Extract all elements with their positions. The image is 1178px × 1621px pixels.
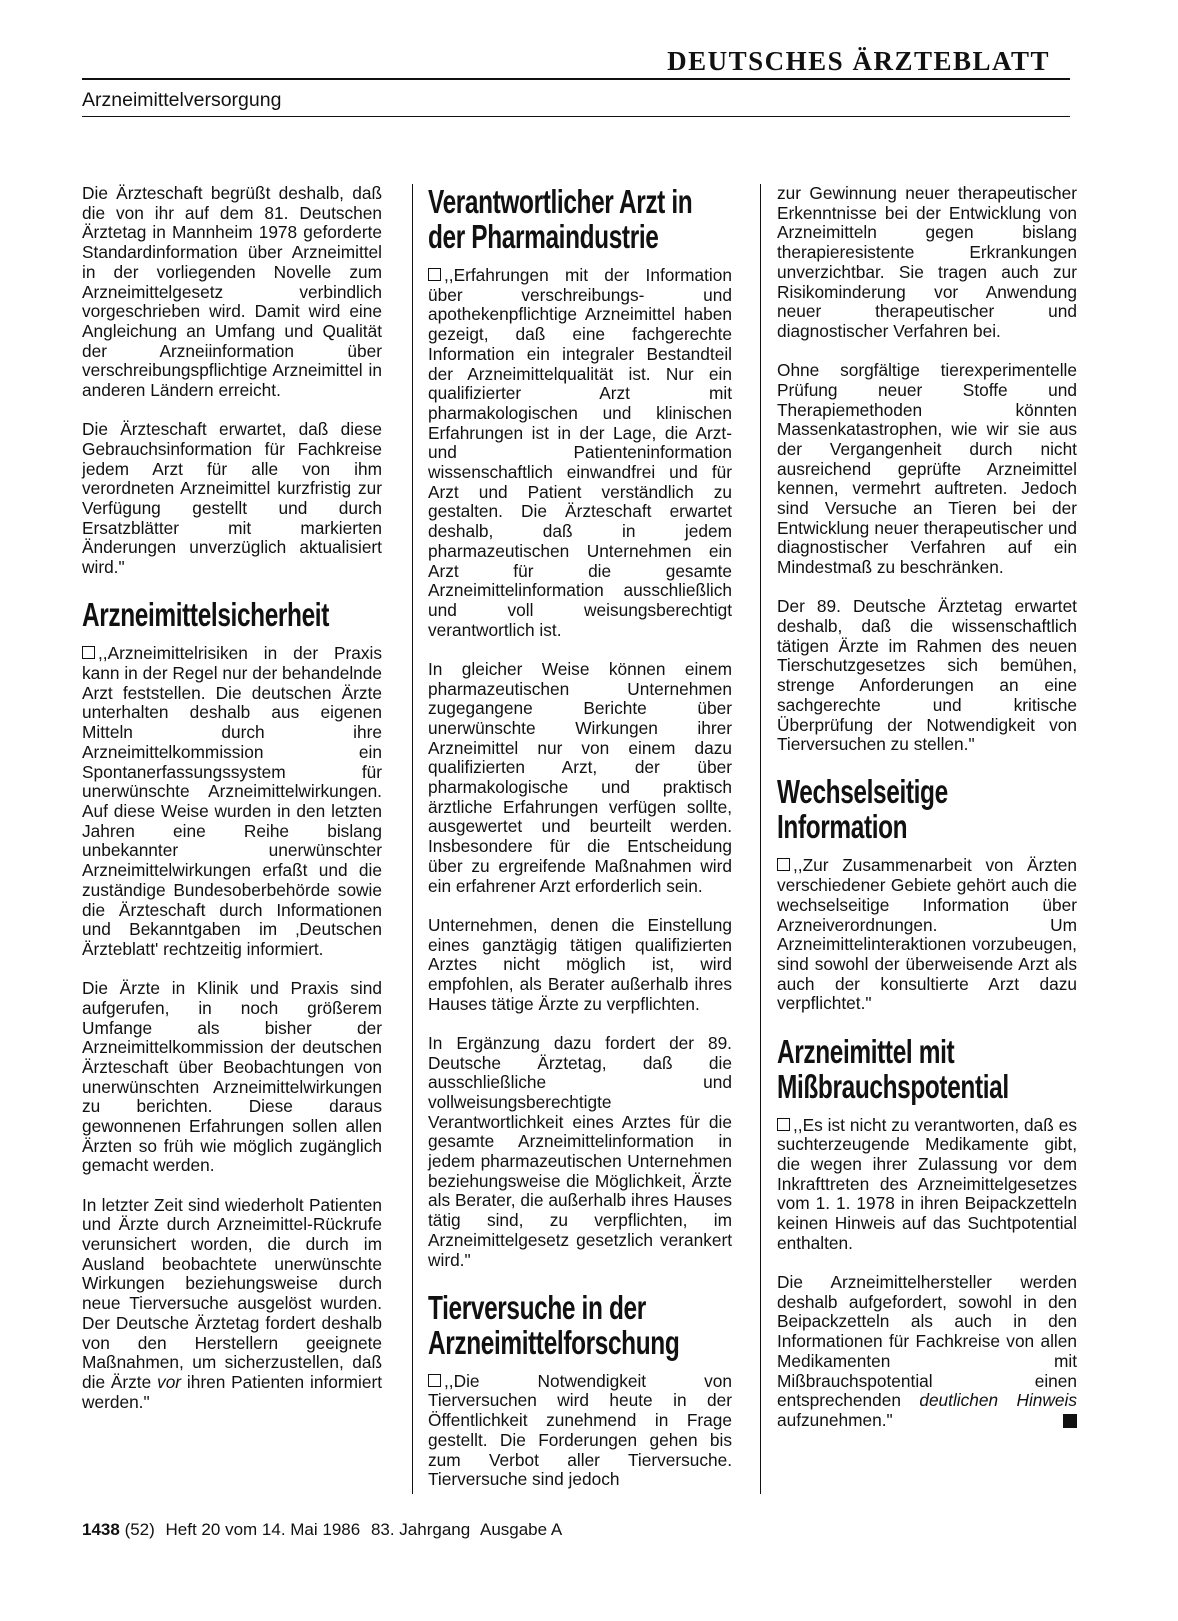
paragraph: ,,Arzneimittelrisiken in der Praxis kann in der Regel nur der behandelnde Arzt feststellen. Die deutschen Ärzte unterhalten deshalb aus eigenen Mitteln durch ihre Arzneimittelkommission ein Spontanerfassungssystem für unerwünschte Arzneimittelwirkungen. Auf diese Weise wurden in den letzten Jahren eine Reihe bislang unbekannter unerwünschter Arzneimittelwirkungen erfaßt und die zuständige Bundesoberbehörde sowie die Ärzteschaft durch Informationen und Bekanntgaben im ‚Deutschen Ärzteblatt' rechtzeitig informiert. — [82, 643, 382, 959]
box-bullet-icon — [82, 646, 95, 659]
heading-verantwortlicher-arzt: Verantwortlicher Arzt in der Pharmaindustrie — [428, 183, 693, 255]
paragraph: ,,Erfahrungen mit der Information über verschreibungs- und apothekenpflichtige Arzneimittel haben gezeigt, daß eine fachgerechte Information ein integraler Bestandteil der Arzneimittelqualität ist. Nur ein qualifizierter Arzt mit pharmakologischen und klinischen Erfahrungen ist in der Lage, die Arzt- und Patienteninformation wissenschaftlich einwandfrei und für Arzt und Patient verständlich zu gestalten. Die Ärzteschaft erwartet deshalb, daß in jedem pharmazeutischen Unternehmen ein Arzt für die gesamte Arzneimittelinformation ausschließlich und voll weisungsberechtigt verantwortlich ist. — [428, 265, 732, 640]
paragraph: Die Ärzte in Klinik und Praxis sind aufgerufen, in noch größerem Umfange als bisher der Arzneimittelkommission der deutschen Ärzteschaft über Beobachtungen von unerwünschten Arzneimittelwirkungen zu berichten. Diese daraus gewonnenen Erfahrungen sollen allen Ärzten so früh wie möglich zugänglich gemacht werden. — [82, 978, 382, 1176]
paragraph: Die Arzneimittelhersteller werden deshalb aufgefordert, sowohl in den Beipackzetteln als auch in den Informationen für Fachkreise von allen Medikamenten mit Mißbrauchspotential einen entsprechenden deutlichen Hinweis aufzunehmen." — [777, 1272, 1077, 1430]
box-bullet-icon — [777, 1118, 790, 1131]
box-bullet-icon — [428, 268, 441, 281]
box-bullet-icon — [428, 1374, 441, 1387]
paragraph: ,,Es ist nicht zu verantworten, daß es suchterzeugende Medikamente gibt, die wegen ihrer Zulassung vor dem Inkrafttreten des Arzneimittelgesetzes vom 1. 1. 1978 in ihren Beipackzetteln keinen Hinweis auf das Suchtpotential enthalten. — [777, 1114, 1077, 1253]
end-mark-icon — [1063, 1414, 1077, 1428]
paragraph: Unternehmen, denen die Einstellung eines ganztägig tätigen qualifizierten Arztes nicht möglich ist, wird empfohlen, als Berater außerhalb ihres Hauses tätige Ärzte zu verpflichten. — [428, 914, 732, 1014]
column-divider — [412, 184, 413, 1494]
paragraph: Die Ärzteschaft begrüßt deshalb, daß die von ihr auf dem 81. Deutschen Ärztetag in Mannheim 1978 geforderte Standardinformation über Arzneimittel in der vorliegenden Novelle zum Arzneimittelgesetz verbindlich vorgeschrieben wird. Damit wird eine Angleichung an Umfang und Qualität der Arzneiinformation über verschreibungspflichtige Arzneimittel in anderen Ländern erreicht. — [82, 183, 382, 401]
paragraph: In letzter Zeit sind wiederholt Patienten und Ärzte durch Arzneimittel-Rückrufe verunsichert worden, die durch im Ausland beobachtete unerwünschte Wirkungen beziehungsweise durch neue Tierversuche ausgelöst wurden. Der Deutsche Ärztetag fordert deshalb von den Herstellern geeignete Maßnahmen, um sicherzustellen, daß die Ärzte vor ihren Patienten informiert werden." — [82, 1194, 382, 1412]
issue-info: Heft 20 vom 14. Mai 1986 — [165, 1520, 361, 1539]
paragraph: ,,Zur Zusammenarbeit von Ärzten verschiedener Gebiete gehört auch die wechselseitige Information über Arzneiverordnungen. Um Arzneimittelinteraktionen vorzubeugen, sind sowohl der überweisende Arzt als auch der konsultierte Arzt dazu verpflichtet." — [777, 855, 1077, 1014]
heading-arzneimittelsicherheit: Arzneimittelsicherheit — [82, 596, 329, 634]
journal-masthead — [82, 44, 1070, 80]
paragraph: In Ergänzung dazu fordert der 89. Deutsche Ärztetag, daß die ausschließliche und vollweisungsberechtigte Verantwortlichkeit eines Arztes für die gesamte Arzneimittelinformation in jedem pharmazeutischen Unternehmen beziehungsweise die Möglichkeit, Ärzte als Berater, die außerhalb ihres Hauses tätig sind, zu verpflichten, im Arzneimittelgesetz gesetzlich verankert wird." — [428, 1032, 732, 1270]
column-1 — [82, 184, 382, 1432]
paragraph: Der 89. Deutsche Ärztetag erwartet deshalb, daß die wissenschaftlich tätigen Ärzte im Rahmen des neuen Tierschutzgesetzes sich bemühen, strenge Anforderungen an eine sachgerechte und kritische Überprüfung der Notwendigkeit von Tierversuchen zu stellen." — [777, 596, 1077, 755]
column-3 — [777, 184, 1077, 1450]
heading-tierversuche: Tierversuche in der Arzneimittelforschung — [428, 1288, 680, 1361]
paragraph: In gleicher Weise können einem pharmazeutischen Unternehmen zugegangene Berichte über unerwünschte Wirkungen ihrer Arzneimittel nur von einem dazu qualifizierten Arzt, der über pharmakologische und praktisch ärztliche Erfahrungen verfügen sollte, ausgewertet und beurteilt werden. Insbesondere für die Entscheidung über zu ergreifende Maßnahmen wird ein erfahrener Arzt erforderlich sein. — [428, 658, 732, 896]
section-label: Arzneimittelversorgung — [82, 88, 1070, 117]
volume-info: 83. Jahrgang — [370, 1520, 471, 1539]
column-2 — [428, 184, 732, 1509]
paragraph: zur Gewinnung neuer therapeutischer Erkenntnisse bei der Entwicklung von Arzneimitteln gegen bislang therapieresistente Erkrankungen unverzichtbar. Sie tragen auch zur Risikominderung vor Anwendung neuer therapeutischer und diagnostischer Verfahren bei. — [777, 183, 1077, 341]
journal-title: DEUTSCHES ÄRZTEBLATT — [667, 46, 1050, 76]
box-bullet-icon — [777, 858, 790, 871]
column-divider — [760, 184, 761, 1494]
paragraph: ,,Die Notwendigkeit von Tierversuchen wird heute in der Öffentlichkeit zunehmend in Frage gestellt. Die Forderungen gehen bis zum Verbot aller Tierversuche. Tierversuche sind jedoch — [428, 1370, 732, 1490]
page-footer — [82, 1519, 782, 1541]
page-number: 1438 — [82, 1520, 120, 1539]
heading-wechselseitige-information: Wechselseitige Information — [777, 773, 948, 846]
heading-missbrauchspotential: Arzneimittel mit Mißbrauchspotential — [777, 1032, 1009, 1105]
page-subnumber: (52) — [124, 1520, 155, 1539]
edition-info: Ausgabe A — [479, 1520, 563, 1539]
paragraph: Ohne sorgfältige tierexperimentelle Prüfung neuer Stoffe und Therapiemethoden könnten Massenkatastrophen, wie wir sie aus der Vergangenheit durch nicht ausreichend geprüfte Arzneimittel kennen, vermehrt auftreten. Jedoch sind Versuche an Tieren bei der Entwicklung neuer therapeutischer und diagnostischer Verfahren auf ein Mindestmaß zu beschränken. — [777, 360, 1077, 578]
paragraph: Die Ärzteschaft erwartet, daß diese Gebrauchsinformation für Fachkreise jedem Arzt für alle von ihm verordneten Arzneimittel kurzfristig zur Verfügung gestellt und durch Ersatzblätter mit markierten Änderungen unverzüglich aktualisiert wird." — [82, 419, 382, 578]
